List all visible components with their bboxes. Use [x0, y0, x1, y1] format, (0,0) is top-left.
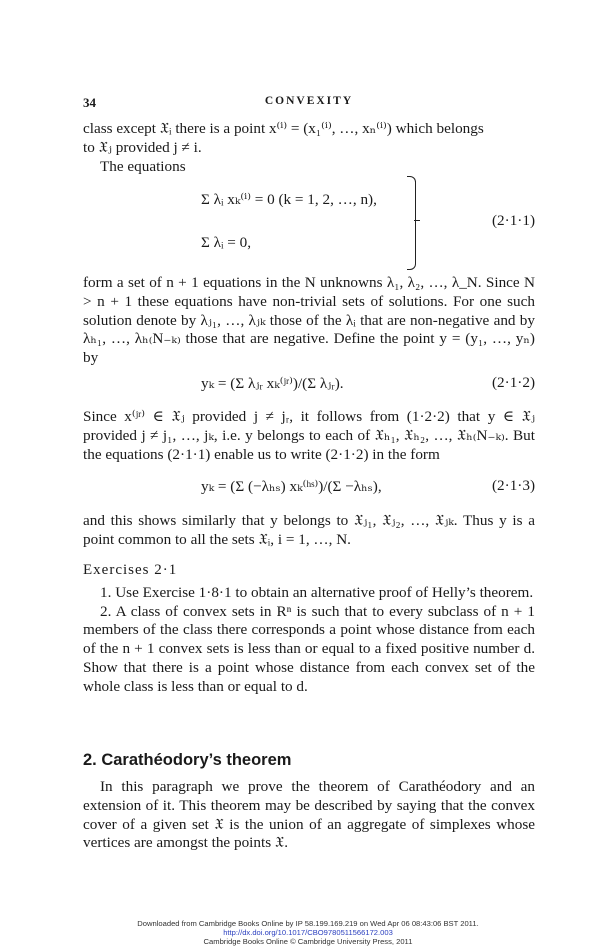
equation-label-2-1-2: (2·1·2) [491, 374, 535, 391]
paragraph-4 [83, 408, 535, 464]
paragraph-4-text: Since x⁽ʲʳ⁾ ∈ 𝔛ⱼ provided j ≠ jᵣ, it follows from (1·2·2) that y ∈ 𝔛ⱼ provided j ≠ j₁, …, jₖ, i.e. y belongs to each of 𝔛ₕ₁, 𝔛ₕ₂, …, 𝔛ₕ₍N₋ₖ₎. But the equations (2·1·1) enable us to write (2·1·2) in the form [83, 408, 535, 463]
paragraph-6-text: In this paragraph we prove the theorem of Carathéodory and an extension of it. This theorem may be described by saying that the convex cover of a given set 𝔛 is the union of an aggregate of simplexes whose vertices are amongst the points 𝔛. [83, 778, 535, 852]
equations-intro: The equations [100, 157, 186, 175]
exercises-block [83, 561, 535, 697]
paragraph-3-text: form a set of n + 1 equations in the N unknowns λ₁, λ₂, …, λ_N. Since N > n + 1 these equations have non-trivial sets of solutions. For one such solution denote by λⱼ₁, …, λⱼₖ those of the λᵢ that are non-negative and by λₕ₁, …, λₕ₍N₋ₖ₎ those that are negative. Define the point y = (y₁, …, yₙ) by [83, 274, 535, 367]
right-brace [407, 176, 416, 270]
equation-2-1-1-line-2: Σ λᵢ = 0, [201, 234, 252, 251]
equation-2-1-2-body: yₖ = (Σ λⱼᵣ xₖ⁽ʲʳ⁾)/(Σ λⱼᵣ). [201, 375, 344, 392]
equation-2-1-3-body: yₖ = (Σ (−λₕₛ) xₖ⁽ʰˢ⁾)/(Σ −λₕₛ), [201, 478, 382, 495]
paragraph-5-text: and this shows similarly that y belongs to 𝔛ⱼ₁, 𝔛ⱼ₂, …, 𝔛ⱼₖ. Thus y is a point common to all the sets 𝔛ᵢ, i = 1, …, N. [83, 512, 535, 548]
paragraph-5 [83, 512, 535, 550]
paragraph-6 [83, 778, 535, 853]
equation-label-2-1-1: (2·1·1) [491, 212, 535, 229]
equation-label-2-1-3: (2·1·3) [491, 477, 535, 494]
download-footer [0, 919, 616, 946]
paragraph-3 [83, 274, 535, 368]
equation-2-1-2 [83, 374, 535, 398]
paragraph-1-line-1: class except 𝔛ᵢ there is a point x⁽ⁱ⁾ = (x₁⁽ⁱ⁾, …, xₙ⁽ⁱ⁾) which belongs [83, 120, 484, 137]
exercise-2: 2. A class of convex sets in Rⁿ is such that to every subclass of n + 1 members of the class there corresponds a point whose distance from each of the n + 1 convex sets is less than or equal to a fixed positive number d. Show that there is a point whose distance from each convex set of the whole class is less than or equal to d. [83, 602, 535, 695]
footer-line-3: Cambridge Books Online © Cambridge University Press, 2011 [203, 937, 413, 946]
running-header [83, 95, 535, 111]
exercise-1: 1. Use Exercise 1·8·1 to obtain an alternative proof of Helly’s theorem. [100, 583, 534, 601]
paragraph-1-line-2: to 𝔛ⱼ provided j ≠ i. [83, 138, 202, 156]
equation-2-1-1 [83, 176, 535, 268]
running-title: CONVEXITY [264, 95, 354, 107]
equation-2-1-3 [83, 477, 535, 501]
page-number: 34 [83, 95, 96, 110]
paragraph-1 [83, 120, 535, 176]
section-heading: 2. Carathéodory’s theorem [83, 751, 292, 769]
right-brace-tip [414, 220, 420, 221]
footer-doi-link[interactable]: http://dx.doi.org/10.1017/CBO9780511566172.003 [223, 928, 393, 937]
equation-2-1-1-line-1: Σ λᵢ xₖ⁽ⁱ⁾ = 0 (k = 1, 2, …, n), [201, 191, 377, 208]
exercises-heading: Exercises 2·1 [83, 562, 178, 578]
footer-line-1: Downloaded from Cambridge Books Online by IP 58.199.169.219 on Wed Apr 06 08:43:06 BST 2011. [137, 919, 479, 928]
